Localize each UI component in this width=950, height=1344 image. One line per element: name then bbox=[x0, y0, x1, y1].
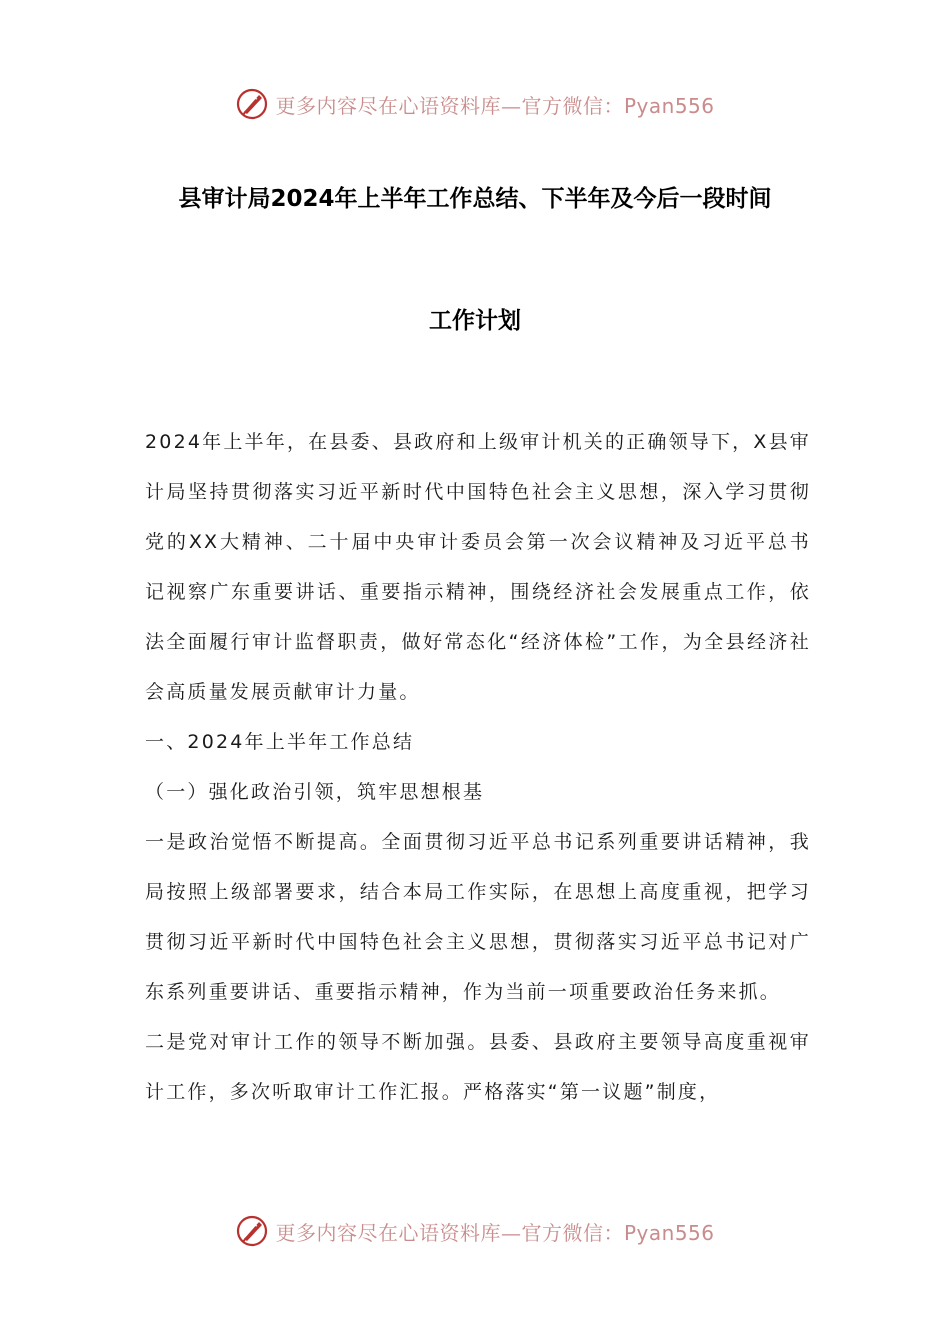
watermark-banner-bottom bbox=[0, 1211, 950, 1251]
document-title-line-1: 县审计局2024年上半年工作总结、下半年及今后一段时间 bbox=[178, 186, 772, 212]
body-paragraph: 一是政治觉悟不断提高。全面贯彻习近平总书记系列重要讲话精神，我局按照上级部署要求，结合本局工作实际，在思想上高度重视，把学习贯彻习近平新时代中国特色社会主义思想，贯彻落实习近平总书记对广东系列重要讲话、重要指示精神，作为当前一项重要政治任务来抓。 bbox=[145, 831, 811, 1003]
intro-paragraph: 2024年上半年，在县委、县政府和上级审计机关的正确领导下，X县审计局坚持贯彻落实习近平新时代中国特色社会主义思想，深入学习贯彻党的XX大精神、二十届中央审计委员会第一次会议精神及习近平总书记视察广东重要讲话、重要指示精神，围绕经济社会发展重点工作，依法全面履行审计监督职责，做好常态化“经济体检”工作，为全县经济社会高质量发展贡献审计力量。 bbox=[145, 431, 811, 703]
subsection-heading: （一）强化政治引领，筑牢思想根基 bbox=[145, 781, 485, 803]
watermark-prefix: 更多内容尽在心语资料库—官方微信： bbox=[275, 93, 624, 118]
watermark-wechat-id: Pyan556 bbox=[623, 93, 715, 118]
watermark-banner-top bbox=[0, 84, 950, 124]
section-heading: 一、2024年上半年工作总结 bbox=[145, 731, 415, 753]
watermark-text bbox=[275, 1217, 714, 1246]
watermark-text bbox=[275, 90, 714, 119]
document-body bbox=[145, 417, 811, 1117]
body-paragraph: 二是党对审计工作的领导不断加强。县委、县政府主要领导高度重视审计工作，多次听取审计工作汇报。严格落实“第一议题”制度， bbox=[145, 1031, 811, 1103]
watermark-prefix: 更多内容尽在心语资料库—官方微信： bbox=[275, 1220, 624, 1245]
document-title-line-2: 工作计划 bbox=[429, 308, 521, 334]
watermark-wechat-id: Pyan556 bbox=[623, 1220, 715, 1245]
quill-pen-circle-icon bbox=[235, 1214, 269, 1248]
quill-pen-circle-icon bbox=[235, 87, 269, 121]
